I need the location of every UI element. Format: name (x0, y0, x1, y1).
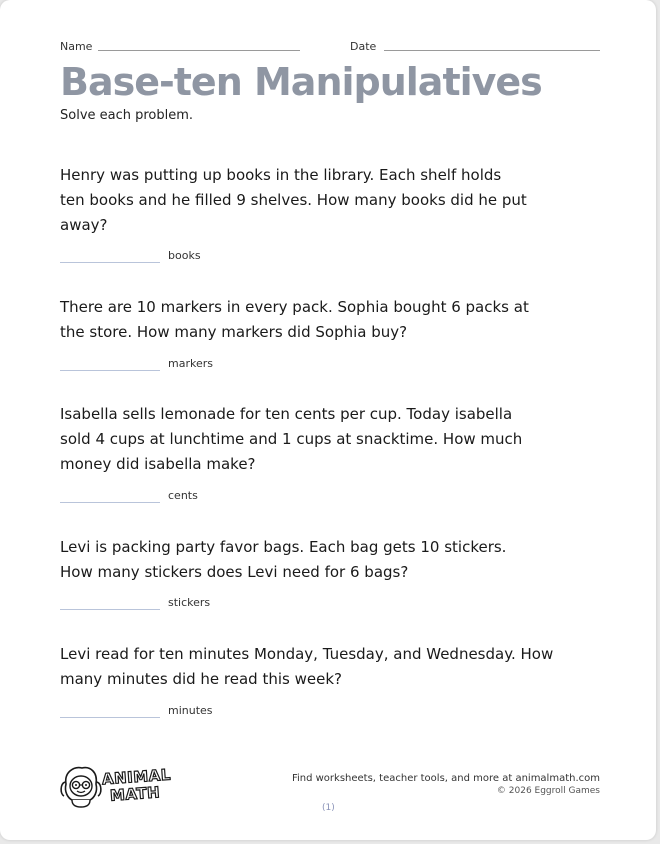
name-field[interactable] (98, 50, 300, 51)
problem-5 (60, 642, 580, 717)
answer-blank[interactable] (60, 502, 160, 503)
date-field[interactable] (384, 50, 600, 51)
unit-label: markers (168, 357, 213, 370)
logo-text-math: MATH (109, 783, 161, 805)
date-label: Date (350, 40, 377, 53)
page-title: Base-ten Manipulatives (60, 60, 542, 104)
answer-blank[interactable] (60, 262, 160, 263)
unit-label: minutes (168, 704, 213, 717)
footer-tagline: Find worksheets, teacher tools, and more at animalmath.com (291, 773, 600, 784)
problem-text: Levi is packing party favor bags. Each bag gets 10 stickers. How many stickers does Levi need for 6 bags? (60, 538, 507, 581)
unit-label: stickers (168, 596, 211, 609)
problem-text: Levi read for ten minutes Monday, Tuesday, and Wednesday. How many minutes did he read this week? (60, 645, 554, 688)
problem-text: Isabella sells lemonade for ten cents per cup. Today isabella sold 4 cups at lunchtime and 1 cups at snacktime. How much money did isabella make? (60, 405, 523, 473)
answer-blank[interactable] (60, 609, 160, 610)
name-label: Name (60, 40, 93, 53)
instructions: Solve each problem. (60, 108, 194, 123)
problem-text: There are 10 markers in every pack. Sophia bought 6 packs at the store. How many markers did Sophia buy? (60, 298, 529, 341)
unit-label: cents (168, 489, 198, 502)
problem-1 (60, 163, 540, 262)
footer (292, 772, 600, 798)
problem-2 (60, 295, 540, 370)
animal-math-logo (60, 764, 170, 808)
problem-text: Henry was putting up books in the library. Each shelf holds ten books and he filled 9 shelves. How many books did he put away? (60, 166, 527, 234)
answer-blank[interactable] (60, 717, 160, 718)
answer-blank[interactable] (60, 370, 160, 371)
problem-4 (60, 535, 540, 609)
logo-text-animal: ANIMAL (101, 765, 172, 789)
page-number: (1) (322, 803, 335, 813)
unit-label: books (168, 249, 201, 262)
footer-copyright: © 2026 Eggroll Games (496, 786, 600, 796)
problem-3 (60, 402, 540, 502)
